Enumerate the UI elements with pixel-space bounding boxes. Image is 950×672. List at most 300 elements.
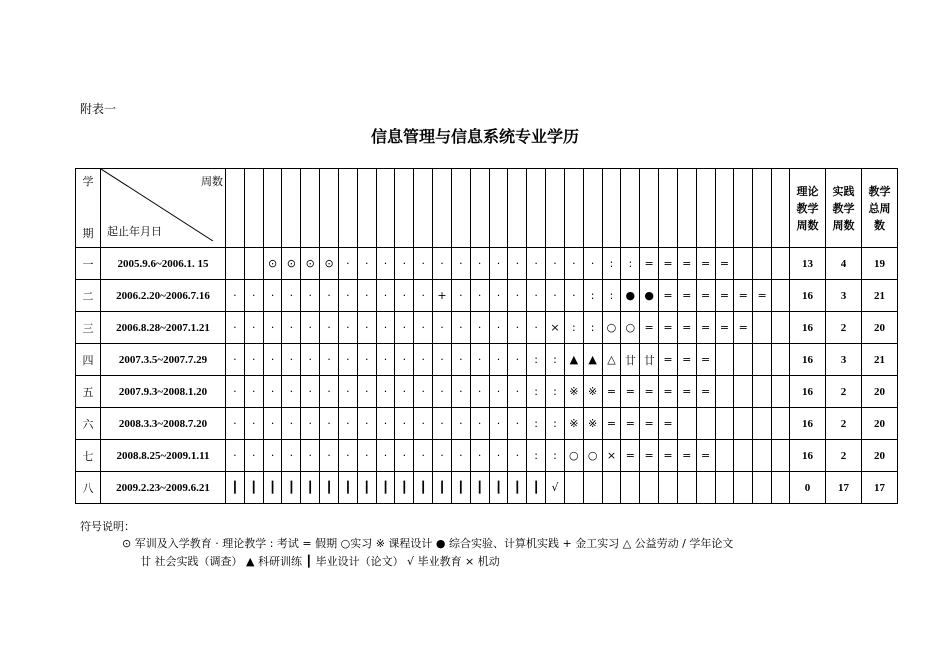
week-cell: · bbox=[338, 280, 357, 312]
week-cell: · bbox=[470, 344, 489, 376]
week-cell: = bbox=[659, 344, 678, 376]
week-cell: ┃ bbox=[414, 472, 433, 504]
week-header-cell bbox=[677, 169, 696, 248]
week-cell: = bbox=[677, 344, 696, 376]
total-weeks-cell: 19 bbox=[862, 248, 898, 280]
week-cell: × bbox=[602, 440, 621, 472]
week-cell: · bbox=[395, 312, 414, 344]
week-cell: = bbox=[715, 280, 734, 312]
week-cell: = bbox=[640, 248, 659, 280]
week-cell: · bbox=[282, 312, 301, 344]
week-cell: ● bbox=[621, 280, 640, 312]
week-header-cell bbox=[753, 169, 772, 248]
week-cell: · bbox=[376, 344, 395, 376]
theory-weeks-cell: 16 bbox=[790, 440, 826, 472]
week-cell bbox=[734, 440, 753, 472]
week-cell: · bbox=[489, 312, 508, 344]
date-range-cell: 2008.8.25~2009.1.11 bbox=[101, 440, 226, 472]
week-header-cell bbox=[395, 169, 414, 248]
practice-weeks-cell: 2 bbox=[826, 408, 862, 440]
week-cell: · bbox=[470, 376, 489, 408]
week-cell: · bbox=[433, 376, 452, 408]
week-cell: : bbox=[583, 312, 602, 344]
weeks-label: 周数 bbox=[201, 175, 223, 188]
week-cell bbox=[640, 472, 659, 504]
week-cell: · bbox=[320, 312, 339, 344]
week-cell: ⊙ bbox=[320, 248, 339, 280]
week-cell: · bbox=[282, 376, 301, 408]
week-cell: · bbox=[244, 280, 263, 312]
week-header-cell bbox=[583, 169, 602, 248]
week-cell: ▲ bbox=[564, 344, 583, 376]
week-cell: · bbox=[527, 280, 546, 312]
week-cell: = bbox=[715, 312, 734, 344]
week-cell: ⊙ bbox=[301, 248, 320, 280]
week-cell: · bbox=[282, 408, 301, 440]
week-cell bbox=[753, 472, 772, 504]
week-cell: = bbox=[602, 408, 621, 440]
week-cell: ┃ bbox=[376, 472, 395, 504]
week-cell: : bbox=[621, 248, 640, 280]
diagonal-header-cell bbox=[101, 169, 226, 248]
week-cell: ┃ bbox=[226, 472, 245, 504]
week-cell: · bbox=[226, 344, 245, 376]
week-cell: ○ bbox=[583, 440, 602, 472]
week-cell: · bbox=[433, 344, 452, 376]
date-range-label: 起止年月日 bbox=[107, 225, 162, 238]
term-cell: 三 bbox=[76, 312, 101, 344]
week-header-cell bbox=[433, 169, 452, 248]
week-header-cell bbox=[282, 169, 301, 248]
week-cell: · bbox=[376, 440, 395, 472]
total-weeks-cell: 20 bbox=[862, 312, 898, 344]
week-cell: · bbox=[301, 376, 320, 408]
week-cell: · bbox=[414, 440, 433, 472]
week-cell: · bbox=[508, 312, 527, 344]
week-cell bbox=[734, 344, 753, 376]
week-cell bbox=[772, 472, 790, 504]
week-cell: · bbox=[301, 344, 320, 376]
week-cell: · bbox=[226, 376, 245, 408]
schedule-table bbox=[75, 168, 898, 504]
total-weeks-cell: 20 bbox=[862, 440, 898, 472]
week-cell: + bbox=[433, 280, 452, 312]
week-cell: : bbox=[546, 344, 565, 376]
legend-line-2: 廿 社会实践（调查） ▲ 科研训练 ┃ 毕业设计（论文） √ 毕业教育 × 机动 bbox=[140, 555, 500, 568]
week-cell bbox=[753, 312, 772, 344]
week-header-cell bbox=[508, 169, 527, 248]
week-cell: · bbox=[338, 408, 357, 440]
week-cell: = bbox=[659, 248, 678, 280]
week-header-cell bbox=[489, 169, 508, 248]
week-cell: · bbox=[470, 280, 489, 312]
week-cell: √ bbox=[546, 472, 565, 504]
theory-header: 理论 教学 周数 bbox=[790, 169, 826, 248]
legend-line-1: ⊙ 军训及入学教育 · 理论教学 : 考试 = 假期 ○实习 ※ 课程设计 ● 综合实验、计算机实践 + 金工实习 △ 公益劳动 / 学年论文 bbox=[122, 537, 734, 550]
week-cell bbox=[772, 376, 790, 408]
week-cell: · bbox=[546, 280, 565, 312]
week-cell: · bbox=[376, 248, 395, 280]
week-cell: · bbox=[301, 440, 320, 472]
week-cell: · bbox=[433, 440, 452, 472]
week-cell: · bbox=[451, 344, 470, 376]
week-cell: = bbox=[640, 376, 659, 408]
week-cell: · bbox=[301, 312, 320, 344]
week-cell: · bbox=[338, 312, 357, 344]
table-header-row bbox=[76, 169, 898, 248]
week-cell: · bbox=[489, 344, 508, 376]
week-cell: · bbox=[395, 440, 414, 472]
week-cell: = bbox=[734, 280, 753, 312]
week-header-cell bbox=[659, 169, 678, 248]
week-header-cell bbox=[244, 169, 263, 248]
week-cell bbox=[583, 472, 602, 504]
week-cell: ○ bbox=[564, 440, 583, 472]
week-cell: · bbox=[395, 248, 414, 280]
week-cell: · bbox=[263, 312, 282, 344]
week-cell: · bbox=[263, 408, 282, 440]
total-weeks-cell: 20 bbox=[862, 376, 898, 408]
week-cell: ┃ bbox=[282, 472, 301, 504]
week-cell: · bbox=[508, 248, 527, 280]
week-cell: = bbox=[696, 344, 715, 376]
week-cell: · bbox=[451, 408, 470, 440]
week-header-cell bbox=[715, 169, 734, 248]
week-cell: · bbox=[338, 248, 357, 280]
week-cell: ⊙ bbox=[282, 248, 301, 280]
week-cell: ┃ bbox=[433, 472, 452, 504]
week-cell: = bbox=[696, 440, 715, 472]
week-cell: × bbox=[546, 312, 565, 344]
week-cell: = bbox=[640, 312, 659, 344]
week-cell: ※ bbox=[583, 376, 602, 408]
week-cell: : bbox=[564, 312, 583, 344]
week-cell: · bbox=[433, 312, 452, 344]
week-cell: · bbox=[395, 344, 414, 376]
theory-weeks-cell: 16 bbox=[790, 312, 826, 344]
practice-weeks-cell: 3 bbox=[826, 280, 862, 312]
week-header-cell bbox=[320, 169, 339, 248]
week-header-cell bbox=[527, 169, 546, 248]
week-cell: · bbox=[451, 248, 470, 280]
week-cell: · bbox=[357, 344, 376, 376]
week-cell: · bbox=[357, 312, 376, 344]
week-cell: · bbox=[282, 280, 301, 312]
week-cell: ┃ bbox=[395, 472, 414, 504]
week-cell: · bbox=[357, 408, 376, 440]
week-cell: · bbox=[414, 408, 433, 440]
week-cell bbox=[734, 472, 753, 504]
week-cell: = bbox=[734, 312, 753, 344]
week-cell: ┃ bbox=[263, 472, 282, 504]
week-cell: · bbox=[489, 248, 508, 280]
week-cell: · bbox=[357, 280, 376, 312]
week-cell: = bbox=[659, 408, 678, 440]
practice-weeks-cell: 17 bbox=[826, 472, 862, 504]
week-cell: · bbox=[508, 280, 527, 312]
week-cell: = bbox=[677, 376, 696, 408]
week-cell: = bbox=[696, 312, 715, 344]
week-cell: · bbox=[282, 440, 301, 472]
week-cell: · bbox=[357, 440, 376, 472]
week-cell bbox=[696, 408, 715, 440]
week-cell: · bbox=[489, 440, 508, 472]
week-cell: · bbox=[470, 408, 489, 440]
week-cell: ┃ bbox=[470, 472, 489, 504]
table-row bbox=[76, 248, 898, 280]
week-cell: · bbox=[301, 280, 320, 312]
week-cell bbox=[677, 408, 696, 440]
week-cell: · bbox=[244, 408, 263, 440]
week-cell bbox=[715, 376, 734, 408]
week-cell: ┃ bbox=[527, 472, 546, 504]
week-cell: · bbox=[489, 408, 508, 440]
term-cell: 五 bbox=[76, 376, 101, 408]
week-cell: · bbox=[451, 440, 470, 472]
week-header-cell bbox=[376, 169, 395, 248]
table-row bbox=[76, 472, 898, 504]
date-range-cell: 2007.9.3~2008.1.20 bbox=[101, 376, 226, 408]
week-cell: ┃ bbox=[301, 472, 320, 504]
week-cell: ┃ bbox=[508, 472, 527, 504]
week-cell: · bbox=[583, 248, 602, 280]
table-row bbox=[76, 408, 898, 440]
week-cell: · bbox=[357, 248, 376, 280]
week-cell: · bbox=[226, 440, 245, 472]
week-header-cell bbox=[470, 169, 489, 248]
week-cell bbox=[715, 472, 734, 504]
week-cell: · bbox=[376, 376, 395, 408]
week-cell: = bbox=[696, 376, 715, 408]
week-cell bbox=[734, 376, 753, 408]
date-range-cell: 2008.3.3~2008.7.20 bbox=[101, 408, 226, 440]
total-header: 教学 总周 数 bbox=[862, 169, 898, 248]
week-header-cell bbox=[263, 169, 282, 248]
week-cell: · bbox=[470, 312, 489, 344]
week-cell: = bbox=[677, 248, 696, 280]
week-cell: · bbox=[244, 376, 263, 408]
week-header-cell bbox=[640, 169, 659, 248]
practice-weeks-cell: 4 bbox=[826, 248, 862, 280]
week-cell: · bbox=[263, 376, 282, 408]
week-cell: ┃ bbox=[357, 472, 376, 504]
week-cell: · bbox=[395, 280, 414, 312]
week-cell: · bbox=[414, 344, 433, 376]
week-cell: : bbox=[602, 280, 621, 312]
week-cell bbox=[772, 312, 790, 344]
table-row bbox=[76, 344, 898, 376]
week-cell: = bbox=[753, 280, 772, 312]
week-cell: · bbox=[226, 312, 245, 344]
week-header-cell bbox=[546, 169, 565, 248]
week-header-cell bbox=[226, 169, 245, 248]
practice-header: 实践 教学 周数 bbox=[826, 169, 862, 248]
week-header-cell bbox=[338, 169, 357, 248]
table-row bbox=[76, 440, 898, 472]
week-header-cell bbox=[564, 169, 583, 248]
week-cell bbox=[734, 408, 753, 440]
week-cell: : bbox=[527, 376, 546, 408]
practice-weeks-cell: 2 bbox=[826, 312, 862, 344]
week-cell: · bbox=[564, 248, 583, 280]
date-range-cell: 2007.3.5~2007.7.29 bbox=[101, 344, 226, 376]
appendix-label: 附表一 bbox=[80, 102, 117, 116]
term-cell: 六 bbox=[76, 408, 101, 440]
total-weeks-cell: 21 bbox=[862, 280, 898, 312]
week-cell bbox=[715, 440, 734, 472]
week-header-cell bbox=[734, 169, 753, 248]
week-cell: · bbox=[357, 376, 376, 408]
practice-weeks-cell: 2 bbox=[826, 376, 862, 408]
week-cell: · bbox=[338, 376, 357, 408]
week-cell: · bbox=[527, 312, 546, 344]
table-row bbox=[76, 312, 898, 344]
week-header-cell bbox=[357, 169, 376, 248]
week-cell: · bbox=[451, 280, 470, 312]
week-cell: · bbox=[433, 248, 452, 280]
week-cell: ┃ bbox=[320, 472, 339, 504]
theory-weeks-cell: 0 bbox=[790, 472, 826, 504]
week-cell: = bbox=[715, 248, 734, 280]
week-cell: · bbox=[451, 312, 470, 344]
week-cell: · bbox=[546, 248, 565, 280]
week-cell: ┃ bbox=[244, 472, 263, 504]
term-cell: 一 bbox=[76, 248, 101, 280]
week-cell: · bbox=[508, 408, 527, 440]
total-weeks-cell: 17 bbox=[862, 472, 898, 504]
week-cell: = bbox=[677, 280, 696, 312]
week-cell: = bbox=[677, 312, 696, 344]
term-cell: 四 bbox=[76, 344, 101, 376]
week-cell: : bbox=[546, 376, 565, 408]
term-cell: 七 bbox=[76, 440, 101, 472]
week-cell bbox=[564, 472, 583, 504]
week-header-cell bbox=[451, 169, 470, 248]
week-header-cell bbox=[772, 169, 790, 248]
week-cell bbox=[772, 440, 790, 472]
week-cell: · bbox=[527, 248, 546, 280]
date-range-cell: 2006.8.28~2007.1.21 bbox=[101, 312, 226, 344]
practice-weeks-cell: 3 bbox=[826, 344, 862, 376]
week-cell bbox=[772, 280, 790, 312]
week-cell: = bbox=[696, 248, 715, 280]
date-range-cell: 2005.9.6~2006.1. 15 bbox=[101, 248, 226, 280]
date-range-cell: 2009.2.23~2009.6.21 bbox=[101, 472, 226, 504]
week-cell: = bbox=[659, 440, 678, 472]
week-cell bbox=[753, 376, 772, 408]
week-cell: · bbox=[338, 344, 357, 376]
week-cell: · bbox=[226, 280, 245, 312]
week-header-cell bbox=[414, 169, 433, 248]
week-cell: · bbox=[414, 248, 433, 280]
week-cell: · bbox=[244, 344, 263, 376]
week-cell: · bbox=[564, 280, 583, 312]
week-cell: · bbox=[320, 344, 339, 376]
week-cell: · bbox=[508, 344, 527, 376]
week-cell: = bbox=[659, 376, 678, 408]
week-cell: 廿 bbox=[640, 344, 659, 376]
week-cell: ※ bbox=[583, 408, 602, 440]
week-cell: · bbox=[508, 376, 527, 408]
practice-weeks-cell: 2 bbox=[826, 440, 862, 472]
week-cell: 廿 bbox=[621, 344, 640, 376]
date-range-cell: 2006.2.20~2006.7.16 bbox=[101, 280, 226, 312]
week-header-cell bbox=[696, 169, 715, 248]
week-cell: · bbox=[376, 408, 395, 440]
week-cell: · bbox=[226, 408, 245, 440]
week-cell: · bbox=[320, 280, 339, 312]
week-cell: ※ bbox=[564, 408, 583, 440]
week-cell: · bbox=[338, 440, 357, 472]
week-cell: · bbox=[395, 376, 414, 408]
week-cell bbox=[677, 472, 696, 504]
week-cell: · bbox=[376, 312, 395, 344]
page-title: 信息管理与信息系统专业学历 bbox=[370, 127, 579, 146]
week-cell: = bbox=[640, 440, 659, 472]
week-cell: △ bbox=[602, 344, 621, 376]
week-cell bbox=[753, 344, 772, 376]
week-cell: · bbox=[282, 344, 301, 376]
week-cell: = bbox=[621, 376, 640, 408]
week-cell: ● bbox=[640, 280, 659, 312]
week-cell bbox=[753, 248, 772, 280]
week-cell bbox=[621, 472, 640, 504]
total-weeks-cell: 21 bbox=[862, 344, 898, 376]
week-cell: · bbox=[414, 376, 433, 408]
week-cell: · bbox=[470, 440, 489, 472]
term-cell: 八 bbox=[76, 472, 101, 504]
week-cell bbox=[602, 472, 621, 504]
table-row bbox=[76, 280, 898, 312]
week-cell: = bbox=[621, 408, 640, 440]
week-cell: · bbox=[470, 248, 489, 280]
week-cell: = bbox=[659, 312, 678, 344]
week-cell: : bbox=[527, 408, 546, 440]
week-cell: · bbox=[244, 312, 263, 344]
week-cell bbox=[226, 248, 245, 280]
week-cell: · bbox=[489, 376, 508, 408]
week-cell bbox=[772, 248, 790, 280]
week-cell: ┃ bbox=[338, 472, 357, 504]
week-cell: · bbox=[320, 408, 339, 440]
theory-weeks-cell: 16 bbox=[790, 376, 826, 408]
week-cell bbox=[772, 408, 790, 440]
week-cell: · bbox=[414, 312, 433, 344]
week-header-cell bbox=[602, 169, 621, 248]
week-cell: = bbox=[640, 408, 659, 440]
week-cell bbox=[696, 472, 715, 504]
week-cell: · bbox=[414, 280, 433, 312]
theory-weeks-cell: 16 bbox=[790, 280, 826, 312]
term-header: 学 期 bbox=[76, 169, 101, 248]
week-header-cell bbox=[621, 169, 640, 248]
week-cell: · bbox=[433, 408, 452, 440]
week-cell: : bbox=[527, 344, 546, 376]
week-cell: = bbox=[659, 280, 678, 312]
week-cell: · bbox=[244, 440, 263, 472]
week-cell: · bbox=[489, 280, 508, 312]
theory-weeks-cell: 13 bbox=[790, 248, 826, 280]
week-cell: = bbox=[677, 440, 696, 472]
week-cell bbox=[715, 408, 734, 440]
week-cell bbox=[659, 472, 678, 504]
week-cell: = bbox=[696, 280, 715, 312]
week-cell: = bbox=[621, 440, 640, 472]
week-cell bbox=[734, 248, 753, 280]
table-row bbox=[76, 376, 898, 408]
week-cell: ┃ bbox=[489, 472, 508, 504]
week-cell: · bbox=[263, 344, 282, 376]
